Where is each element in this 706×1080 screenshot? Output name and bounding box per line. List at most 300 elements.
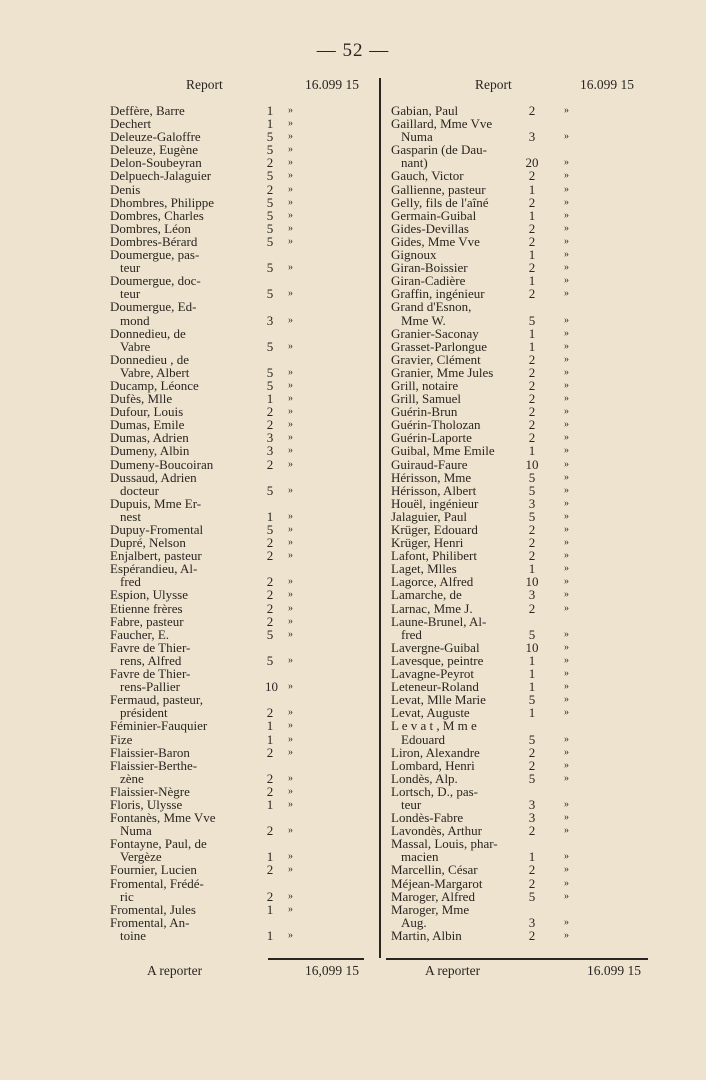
- subscriber-name: Delon-Soubeyran: [110, 155, 202, 171]
- subscription-amount: 2: [528, 364, 536, 380]
- subscriber-name: Graffin, ingénieur: [391, 286, 485, 302]
- subscription-amount: 5: [266, 207, 274, 223]
- subscription-amount: 2: [528, 875, 536, 891]
- subscription-amount: 2: [528, 430, 536, 446]
- subscriber-name: Vabre: [120, 338, 151, 354]
- subscriber-name: Londès, Alp.: [391, 770, 458, 786]
- subscriber-entry: [110, 746, 372, 759]
- subscriber-name: L e v a t , M m e: [391, 718, 477, 734]
- subscription-amount: 5: [528, 469, 536, 485]
- ditto-mark: »: [564, 589, 569, 601]
- ditto-mark: »: [564, 419, 569, 431]
- subscriber-name: Levat, Auguste: [391, 705, 470, 721]
- subscription-amount: 2: [528, 103, 536, 118]
- right-total-rule: [386, 958, 648, 960]
- ditto-mark: »: [288, 510, 293, 522]
- subscription-amount: 3: [266, 443, 274, 459]
- ditto-mark: »: [564, 707, 569, 719]
- ditto-mark: »: [564, 510, 569, 522]
- subscription-amount: 3: [528, 129, 536, 145]
- subscriber-entry: [391, 877, 666, 890]
- subscriber-name: Dupuis, Mme Er-: [110, 495, 202, 511]
- subscriber-entry: [110, 497, 372, 510]
- subscription-amount: 1: [528, 247, 536, 263]
- subscriber-name: Lamarche, de: [391, 587, 462, 603]
- subscription-amount: 2: [528, 233, 536, 249]
- subscriber-name: Lavergne-Guibal: [391, 639, 480, 655]
- ditto-mark: »: [288, 615, 293, 627]
- subscriber-entry: [391, 615, 666, 628]
- subscriber-entry: [110, 471, 372, 484]
- ditto-mark: »: [288, 144, 293, 156]
- subscriber-name: Favre de Thier-: [110, 639, 191, 655]
- subscription-amount: 5: [266, 652, 274, 668]
- subscriber-name: Doumergue, Ed-: [110, 299, 197, 315]
- subscriber-name: Flaissier-Nègre: [110, 783, 190, 799]
- ditto-mark: »: [564, 406, 569, 418]
- subscriber-name: Krüger, Edouard: [391, 522, 478, 537]
- subscriber-name: Deffère, Barre: [110, 103, 185, 118]
- ditto-mark: »: [288, 772, 293, 784]
- subscription-amount: 2: [266, 823, 274, 839]
- ditto-mark: »: [564, 445, 569, 457]
- subscriber-entry: [391, 183, 666, 196]
- ditto-mark: »: [564, 288, 569, 300]
- subscriber-name: nant): [401, 155, 428, 171]
- left-column: [110, 104, 372, 942]
- subscription-amount: 5: [266, 260, 274, 276]
- subscriber-name: Lafont, Philibert: [391, 548, 477, 564]
- subscriber-name: Dombres, Léon: [110, 220, 191, 236]
- subscription-amount: 5: [266, 142, 274, 158]
- subscriber-name: Gasparin (de Dau-: [391, 142, 488, 158]
- subscriber-entry: [391, 916, 666, 929]
- subscriber-name: Germain-Guibal: [391, 207, 477, 223]
- subscriber-entry: [110, 484, 372, 497]
- subscriber-name: Ducamp, Léonce: [110, 377, 199, 393]
- ditto-mark: »: [288, 589, 293, 601]
- subscriber-name: Dumas, Emile: [110, 417, 185, 433]
- ditto-mark: »: [564, 235, 569, 247]
- ditto-mark: »: [564, 497, 569, 509]
- subscriber-name: Donnedieu , de: [110, 351, 190, 367]
- subscriber-name: Fromental, Jules: [110, 901, 196, 917]
- subscriber-name: Giran-Cadière: [391, 273, 466, 289]
- ditto-mark: »: [564, 353, 569, 365]
- subscription-amount: 2: [528, 757, 536, 773]
- subscription-amount: 5: [266, 522, 274, 537]
- subscription-amount: 1: [266, 508, 274, 524]
- subscription-amount: 5: [266, 338, 274, 354]
- ditto-mark: »: [288, 393, 293, 405]
- subscriber-entry: [391, 458, 666, 471]
- subscriber-name: Denis: [110, 181, 141, 197]
- ditto-mark: »: [564, 825, 569, 837]
- subscription-amount: 2: [528, 391, 536, 407]
- subscription-amount: 2: [266, 770, 274, 786]
- ditto-mark: »: [288, 262, 293, 274]
- subscription-amount: 5: [266, 482, 274, 498]
- subscription-amount: 2: [266, 783, 274, 799]
- subscription-amount: 1: [266, 731, 274, 747]
- subscriber-entry: [391, 772, 666, 785]
- subscriber-name: teur: [401, 796, 422, 812]
- subscriber-name: Dupuy-Fromental: [110, 522, 204, 537]
- subscriber-name: Numa: [120, 823, 152, 839]
- subscriber-entry: [391, 733, 666, 746]
- subscriber-name: Granier, Mme Jules: [391, 364, 494, 380]
- subscriber-entry: [391, 641, 666, 654]
- ditto-mark: »: [288, 746, 293, 758]
- subscriber-name: Lagorce, Alfred: [391, 574, 474, 590]
- left-header-label: Report: [186, 77, 223, 92]
- subscription-amount: 5: [528, 626, 536, 642]
- subscriber-name: Faucher, E.: [110, 626, 170, 642]
- subscription-amount: 2: [266, 535, 274, 551]
- ditto-mark: »: [288, 903, 293, 915]
- subscriber-name: Dhombres, Philippe: [110, 194, 214, 210]
- subscriber-name: Espérandieu, Al-: [110, 561, 198, 577]
- subscriber-entry: [110, 196, 372, 209]
- subscription-amount: 5: [528, 770, 536, 786]
- subscriber-name: Gides-Devillas: [391, 220, 469, 236]
- ditto-mark: »: [288, 602, 293, 614]
- ditto-mark: »: [288, 825, 293, 837]
- ditto-mark: »: [564, 275, 569, 287]
- subscription-amount: 2: [266, 862, 274, 878]
- left-footer-label: A reporter: [147, 963, 203, 978]
- subscriber-entry: [391, 366, 666, 379]
- subscriber-name: Doumergue, doc-: [110, 273, 201, 289]
- subscriber-entry: [391, 863, 666, 876]
- ditto-mark: »: [564, 209, 569, 221]
- subscriber-name: Gelly, fils de l'aîné: [391, 194, 489, 210]
- subscriber-entry: [391, 340, 666, 353]
- ditto-mark: »: [564, 602, 569, 614]
- subscriber-name: Dussaud, Adrien: [110, 469, 197, 485]
- subscriber-name: Aug.: [401, 914, 427, 930]
- subscriber-name: Gauch, Victor: [391, 168, 464, 184]
- subscription-amount: 1: [528, 181, 536, 197]
- ditto-mark: »: [288, 628, 293, 640]
- ditto-mark: »: [288, 864, 293, 876]
- subscription-amount: 1: [528, 561, 536, 577]
- subscriber-name: Fontanès, Mme Vve: [110, 810, 216, 826]
- subscriber-name: Gaillard, Mme Vve: [391, 116, 493, 132]
- subscription-amount: 1: [528, 325, 536, 341]
- subscriber-entry: [110, 615, 372, 628]
- subscription-amount: 5: [266, 220, 274, 236]
- subscriber-name: Lavesque, peintre: [391, 652, 484, 668]
- ditto-mark: »: [564, 157, 569, 169]
- ditto-mark: »: [564, 105, 569, 116]
- subscriber-name: teur: [120, 260, 141, 276]
- ditto-mark: »: [564, 471, 569, 483]
- subscription-amount: 2: [528, 548, 536, 564]
- ditto-mark: »: [564, 668, 569, 680]
- ditto-mark: »: [564, 890, 569, 902]
- subscriber-entry: [110, 300, 372, 313]
- subscriber-entry: [110, 733, 372, 746]
- subscriber-name: Jalaguier, Paul: [391, 508, 468, 524]
- subscription-amount: 2: [266, 613, 274, 629]
- ditto-mark: »: [288, 419, 293, 431]
- subscription-amount: 3: [528, 810, 536, 826]
- subscription-amount: 3: [266, 312, 274, 328]
- subscription-amount: 2: [528, 522, 536, 537]
- ditto-mark: »: [564, 641, 569, 653]
- ditto-mark: »: [288, 890, 293, 902]
- subscriber-entry: [110, 340, 372, 353]
- ditto-mark: »: [564, 576, 569, 588]
- ditto-mark: »: [564, 366, 569, 378]
- subscriber-name: Gabian, Paul: [391, 103, 459, 118]
- subscription-amount: 5: [528, 482, 536, 498]
- page-number: — 52 —: [316, 40, 390, 61]
- subscription-amount: 10: [525, 574, 539, 590]
- subscription-amount: 3: [528, 796, 536, 812]
- subscriber-name: Donnedieu, de: [110, 325, 186, 341]
- subscription-amount: 5: [266, 194, 274, 210]
- subscription-amount: 5: [266, 286, 274, 302]
- subscriber-name: Giran-Boissier: [391, 260, 468, 276]
- ditto-mark: »: [288, 524, 293, 535]
- subscriber-name: Dechert: [110, 116, 152, 132]
- subscriber-name: Edouard: [401, 731, 446, 747]
- subscriber-name: Guibal, Mme Emile: [391, 443, 495, 459]
- subscriber-entry: [391, 602, 666, 615]
- subscription-amount: 2: [528, 260, 536, 276]
- ditto-mark: »: [288, 131, 293, 143]
- subscriber-name: Dumeny-Boucoiran: [110, 456, 214, 472]
- subscription-amount: 5: [528, 508, 536, 524]
- subscriber-entry: [391, 484, 666, 497]
- ditto-mark: »: [564, 864, 569, 876]
- subscriber-name: Fromental, An-: [110, 914, 190, 930]
- subscriber-name: Fournier, Lucien: [110, 862, 197, 878]
- ditto-mark: »: [564, 458, 569, 470]
- ditto-mark: »: [564, 916, 569, 928]
- subscriber-name: Floris, Ulysse: [110, 796, 183, 812]
- subscription-amount: 1: [528, 273, 536, 289]
- subscription-amount: 10: [525, 456, 539, 472]
- subscriber-entry: [110, 628, 372, 641]
- right-column: [391, 104, 666, 942]
- subscriber-name: Dufès, Mlle: [110, 391, 173, 407]
- subscription-amount: 2: [528, 823, 536, 839]
- subscription-amount: 2: [528, 220, 536, 236]
- subscription-amount: 1: [528, 679, 536, 695]
- subscription-amount: 2: [266, 705, 274, 721]
- subscriber-entry: [110, 929, 372, 942]
- ditto-mark: »: [288, 720, 293, 732]
- subscriber-entry: [391, 169, 666, 182]
- ditto-mark: »: [288, 654, 293, 666]
- ditto-mark: »: [564, 550, 569, 562]
- subscriber-name: zène: [120, 770, 144, 786]
- subscription-amount: 2: [528, 862, 536, 878]
- subscription-amount: 2: [266, 404, 274, 420]
- subscription-amount: 1: [528, 207, 536, 223]
- subscriber-name: Espion, Ulysse: [110, 587, 188, 603]
- subscriber-entry: [110, 785, 372, 798]
- subscriber-entry: [110, 366, 372, 379]
- ditto-mark: »: [288, 929, 293, 941]
- subscriber-name: Dumeny, Albin: [110, 443, 190, 459]
- subscription-amount: 10: [265, 679, 278, 695]
- ditto-mark: »: [288, 445, 293, 457]
- subscriber-name: Delpuech-Jalaguier: [110, 168, 212, 184]
- left-total-rule: [268, 958, 364, 960]
- subscription-amount: 2: [266, 744, 274, 760]
- right-header-label: Report: [475, 77, 512, 92]
- ditto-mark: »: [564, 379, 569, 391]
- ditto-mark: »: [564, 327, 569, 339]
- subscription-amount: 3: [266, 430, 274, 446]
- subscription-amount: 2: [528, 927, 536, 943]
- subscription-amount: 1: [528, 705, 536, 721]
- subscriber-name: Londès-Fabre: [391, 810, 464, 826]
- column-divider: [379, 78, 381, 958]
- subscription-amount: 5: [266, 168, 274, 184]
- subscriber-name: Deleuze, Eugène: [110, 142, 199, 158]
- subscriber-name: Leteneur-Roland: [391, 679, 479, 695]
- subscriber-name: Grill, Samuel: [391, 391, 462, 407]
- subscriber-entry: [110, 458, 372, 471]
- subscription-amount: 1: [528, 666, 536, 682]
- subscriber-name: Méjean-Margarot: [391, 875, 483, 891]
- subscription-amount: 1: [266, 718, 274, 734]
- subscriber-entry: [110, 248, 372, 261]
- subscriber-name: Dumas, Adrien: [110, 430, 189, 446]
- subscription-amount: 10: [525, 639, 539, 655]
- subscriber-entry: [391, 300, 666, 313]
- ditto-mark: »: [288, 484, 293, 496]
- subscriber-name: Mme W.: [401, 312, 446, 328]
- subscriber-name: Dombres-Bérard: [110, 233, 198, 249]
- subscriber-name: Fontayne, Paul, de: [110, 836, 207, 852]
- ditto-mark: »: [288, 105, 293, 116]
- subscriber-name: Flaissier-Baron: [110, 744, 190, 760]
- ditto-mark: »: [564, 340, 569, 352]
- subscription-amount: 2: [266, 456, 274, 472]
- subscriber-name: Flaissier-Berthe-: [110, 757, 198, 773]
- subscriber-name: Fize: [110, 731, 133, 747]
- ditto-mark: »: [564, 524, 569, 535]
- subscriber-entry: [391, 890, 666, 903]
- ditto-mark: »: [564, 851, 569, 863]
- subscriber-name: Fromental, Frédé-: [110, 875, 204, 891]
- subscriber-entry: [110, 327, 372, 340]
- ditto-mark: »: [288, 733, 293, 745]
- ditto-mark: »: [288, 196, 293, 208]
- subscription-amount: 3: [528, 587, 536, 603]
- subscriber-name: président: [120, 705, 168, 721]
- subscriber-entry: [391, 588, 666, 601]
- subscription-amount: 3: [528, 914, 536, 930]
- subscriber-name: Gignoux: [391, 247, 437, 263]
- ditto-mark: »: [564, 877, 569, 889]
- ditto-mark: »: [288, 209, 293, 221]
- subscriber-name: Martin, Albin: [391, 927, 462, 943]
- subscriber-name: Féminier-Fauquier: [110, 718, 208, 734]
- ditto-mark: »: [564, 694, 569, 706]
- subscription-amount: 2: [266, 574, 274, 590]
- subscription-amount: 2: [528, 535, 536, 551]
- subscription-amount: 1: [528, 652, 536, 668]
- ditto-mark: »: [564, 393, 569, 405]
- subscriber-entry: [110, 759, 372, 772]
- subscriber-entry: [391, 314, 666, 327]
- subscription-amount: 3: [528, 495, 536, 511]
- subscription-amount: 1: [266, 391, 274, 407]
- subscriber-entry: [391, 759, 666, 772]
- ditto-mark: »: [564, 484, 569, 496]
- subscription-amount: 2: [266, 181, 274, 197]
- ditto-mark: »: [288, 550, 293, 562]
- subscriber-name: Maroger, Alfred: [391, 888, 475, 904]
- ditto-mark: »: [288, 406, 293, 418]
- subscriber-name: Gallienne, pasteur: [391, 181, 486, 197]
- subscriber-entry: [110, 772, 372, 785]
- subscriber-name: Vabre, Albert: [120, 364, 190, 380]
- subscriber-entry: [110, 353, 372, 366]
- ditto-mark: »: [564, 772, 569, 784]
- subscriber-name: Larnac, Mme J.: [391, 600, 473, 616]
- subscriber-entry: [110, 863, 372, 876]
- subscriber-entry: [110, 903, 372, 916]
- ditto-mark: »: [564, 131, 569, 143]
- right-footer-total: 16.099 15: [587, 963, 641, 978]
- ditto-mark: »: [564, 654, 569, 666]
- subscriber-name: rens-Pallier: [120, 679, 180, 695]
- ditto-mark: »: [288, 366, 293, 378]
- subscriber-entry: [391, 222, 666, 235]
- subscriber-name: Dombres, Charles: [110, 207, 204, 223]
- subscriber-name: Massal, Louis, phar-: [391, 836, 498, 852]
- ditto-mark: »: [288, 288, 293, 300]
- subscription-amount: 1: [528, 849, 536, 865]
- subscriber-name: rens, Alfred: [120, 652, 182, 668]
- subscriber-name: Favre de Thier-: [110, 666, 191, 682]
- subscriber-name: Marcellin, César: [391, 862, 478, 878]
- subscriber-entry: [391, 746, 666, 759]
- subscription-amount: 5: [266, 129, 274, 145]
- subscriber-entry: [110, 183, 372, 196]
- subscriber-entry: [391, 903, 666, 916]
- subscription-amount: 1: [266, 849, 274, 865]
- subscriber-name: Laune-Brunel, Al-: [391, 613, 487, 629]
- ditto-mark: »: [564, 222, 569, 234]
- ditto-mark: »: [564, 563, 569, 575]
- subscriber-entry: [110, 877, 372, 890]
- ditto-mark: »: [288, 537, 293, 549]
- subscriber-name: Granier-Saconay: [391, 325, 479, 341]
- subscriber-entry: [391, 444, 666, 457]
- subscription-amount: 2: [528, 286, 536, 302]
- subscriber-name: Doumergue, pas-: [110, 247, 200, 263]
- ditto-mark: »: [564, 759, 569, 771]
- subscription-amount: 1: [266, 103, 274, 118]
- ditto-mark: »: [288, 340, 293, 352]
- subscription-amount: 1: [528, 338, 536, 354]
- subscriber-entry: [110, 588, 372, 601]
- ditto-mark: »: [564, 628, 569, 640]
- subscriber-entry: [391, 353, 666, 366]
- subscriber-name: Guérin-Tholozan: [391, 417, 481, 433]
- subscriber-entry: [391, 471, 666, 484]
- ditto-mark: »: [288, 707, 293, 719]
